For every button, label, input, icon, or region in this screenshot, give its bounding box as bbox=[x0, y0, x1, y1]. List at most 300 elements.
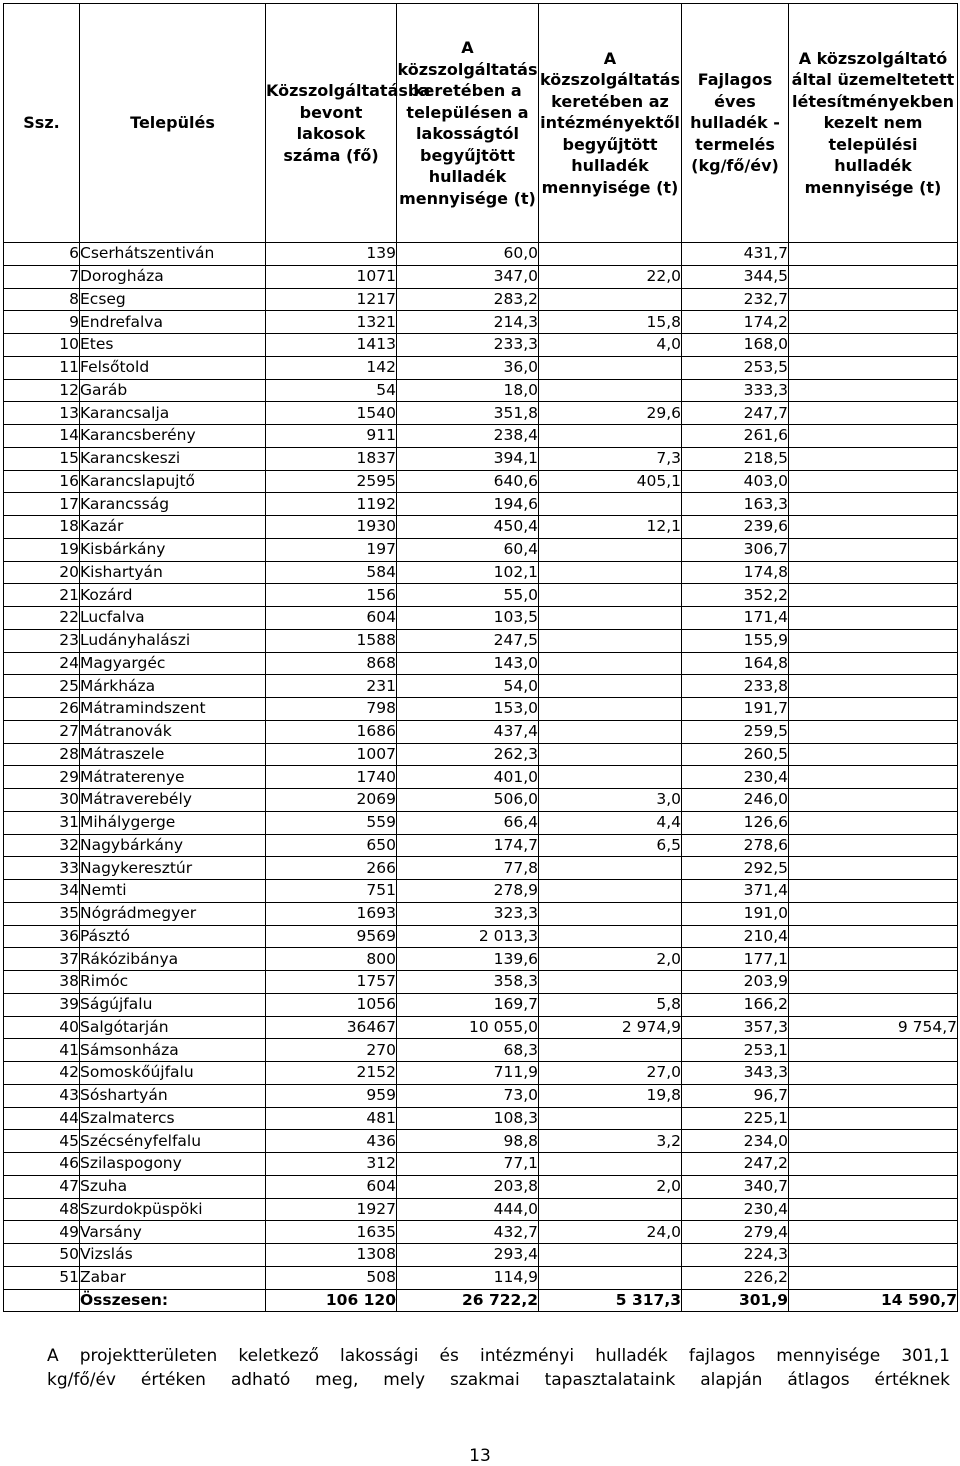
cell-lakosok: 1588 bbox=[266, 629, 397, 652]
cell-kezelt bbox=[789, 425, 958, 448]
cell-fajlagos: 261,6 bbox=[682, 425, 789, 448]
cell-lakosok: 1540 bbox=[266, 402, 397, 425]
table-row bbox=[4, 516, 958, 539]
cell-ssz: 21 bbox=[4, 584, 80, 607]
table-row bbox=[4, 288, 958, 311]
cell-intezmenyektol bbox=[539, 766, 682, 789]
cell-fajlagos: 253,5 bbox=[682, 356, 789, 379]
cell-fajlagos: 247,7 bbox=[682, 402, 789, 425]
cell-lakosok: 270 bbox=[266, 1039, 397, 1062]
cell-kezelt bbox=[789, 766, 958, 789]
total-kezelt: 14 590,7 bbox=[789, 1289, 958, 1312]
cell-telepules: Rákózibánya bbox=[80, 948, 266, 971]
total-label: Összesen: bbox=[80, 1289, 266, 1312]
table-row bbox=[4, 447, 958, 470]
cell-telepules: Szécsényfelfalu bbox=[80, 1130, 266, 1153]
cell-telepules: Márkháza bbox=[80, 675, 266, 698]
cell-telepules: Cserhátszentiván bbox=[80, 243, 266, 266]
table-row bbox=[4, 971, 958, 994]
header-kezelt: A közszolgáltató által üzemeltetett létesítményekben kezelt nem települési hulladék mennyisége (t) bbox=[789, 4, 958, 243]
table-row bbox=[4, 902, 958, 925]
table-row bbox=[4, 948, 958, 971]
cell-telepules: Mihálygerge bbox=[80, 811, 266, 834]
cell-kezelt bbox=[789, 1107, 958, 1130]
cell-lakosok: 559 bbox=[266, 811, 397, 834]
table-row bbox=[4, 243, 958, 266]
cell-kezelt bbox=[789, 675, 958, 698]
cell-lakossagtol: 153,0 bbox=[397, 698, 539, 721]
cell-lakosok: 1635 bbox=[266, 1221, 397, 1244]
cell-fajlagos: 333,3 bbox=[682, 379, 789, 402]
cell-fajlagos: 357,3 bbox=[682, 1016, 789, 1039]
cell-kezelt bbox=[789, 1244, 958, 1267]
cell-telepules: Nemti bbox=[80, 880, 266, 903]
cell-lakossagtol: 401,0 bbox=[397, 766, 539, 789]
cell-ssz: 50 bbox=[4, 1244, 80, 1267]
table-row bbox=[4, 993, 958, 1016]
cell-ssz: 28 bbox=[4, 743, 80, 766]
table-row bbox=[4, 789, 958, 812]
cell-lakosok: 312 bbox=[266, 1153, 397, 1176]
cell-kezelt bbox=[789, 538, 958, 561]
cell-fajlagos: 177,1 bbox=[682, 948, 789, 971]
cell-lakosok: 604 bbox=[266, 607, 397, 630]
cell-intezmenyektol bbox=[539, 379, 682, 402]
total-lakosok: 106 120 bbox=[266, 1289, 397, 1312]
header-lakossagtol: A közszolgáltatás keretében a településen a lakosságtól begyűjtött hulladék mennyisége (t) bbox=[397, 4, 539, 243]
cell-lakossagtol: 450,4 bbox=[397, 516, 539, 539]
cell-lakossagtol: 437,4 bbox=[397, 720, 539, 743]
cell-intezmenyektol bbox=[539, 902, 682, 925]
table-row bbox=[4, 720, 958, 743]
cell-lakossagtol: 114,9 bbox=[397, 1266, 539, 1289]
cell-intezmenyektol bbox=[539, 1266, 682, 1289]
cell-telepules: Szuha bbox=[80, 1175, 266, 1198]
cell-telepules: Nagykeresztúr bbox=[80, 857, 266, 880]
cell-lakossagtol: 194,6 bbox=[397, 493, 539, 516]
cell-telepules: Nógrádmegyer bbox=[80, 902, 266, 925]
cell-telepules: Dorogháza bbox=[80, 265, 266, 288]
cell-ssz: 49 bbox=[4, 1221, 80, 1244]
table-row bbox=[4, 1039, 958, 1062]
cell-intezmenyektol bbox=[539, 538, 682, 561]
cell-fajlagos: 225,1 bbox=[682, 1107, 789, 1130]
table-row bbox=[4, 379, 958, 402]
cell-lakosok: 266 bbox=[266, 857, 397, 880]
cell-fajlagos: 279,4 bbox=[682, 1221, 789, 1244]
cell-kezelt bbox=[789, 811, 958, 834]
cell-ssz: 32 bbox=[4, 834, 80, 857]
cell-lakossagtol: 2 013,3 bbox=[397, 925, 539, 948]
table-row bbox=[4, 538, 958, 561]
cell-fajlagos: 344,5 bbox=[682, 265, 789, 288]
cell-lakossagtol: 77,1 bbox=[397, 1153, 539, 1176]
cell-telepules: Vizslás bbox=[80, 1244, 266, 1267]
cell-fajlagos: 233,8 bbox=[682, 675, 789, 698]
cell-kezelt bbox=[789, 743, 958, 766]
cell-lakossagtol: 247,5 bbox=[397, 629, 539, 652]
cell-intezmenyektol bbox=[539, 1153, 682, 1176]
cell-kezelt bbox=[789, 516, 958, 539]
cell-fajlagos: 352,2 bbox=[682, 584, 789, 607]
table-row bbox=[4, 265, 958, 288]
cell-intezmenyektol bbox=[539, 971, 682, 994]
cell-kezelt bbox=[789, 834, 958, 857]
cell-ssz: 42 bbox=[4, 1062, 80, 1085]
cell-fajlagos: 340,7 bbox=[682, 1175, 789, 1198]
cell-lakosok: 1321 bbox=[266, 311, 397, 334]
table-row bbox=[4, 880, 958, 903]
cell-lakossagtol: 432,7 bbox=[397, 1221, 539, 1244]
paragraph-line-1: A projektterületen keletkező lakossági és intézményi hulladék fajlagos mennyisége 301,1 bbox=[47, 1346, 950, 1366]
cell-lakossagtol: 60,0 bbox=[397, 243, 539, 266]
cell-fajlagos: 253,1 bbox=[682, 1039, 789, 1062]
cell-kezelt bbox=[789, 1221, 958, 1244]
cell-fajlagos: 343,3 bbox=[682, 1062, 789, 1085]
cell-lakossagtol: 444,0 bbox=[397, 1198, 539, 1221]
cell-ssz: 19 bbox=[4, 538, 80, 561]
cell-kezelt bbox=[789, 1062, 958, 1085]
cell-ssz: 14 bbox=[4, 425, 80, 448]
cell-kezelt bbox=[789, 857, 958, 880]
cell-fajlagos: 226,2 bbox=[682, 1266, 789, 1289]
table-row bbox=[4, 743, 958, 766]
cell-lakosok: 231 bbox=[266, 675, 397, 698]
cell-lakosok: 604 bbox=[266, 1175, 397, 1198]
cell-telepules: Karancsalja bbox=[80, 402, 266, 425]
cell-fajlagos: 163,3 bbox=[682, 493, 789, 516]
cell-lakossagtol: 640,6 bbox=[397, 470, 539, 493]
cell-lakosok: 1693 bbox=[266, 902, 397, 925]
table-row bbox=[4, 584, 958, 607]
cell-fajlagos: 306,7 bbox=[682, 538, 789, 561]
cell-lakosok: 508 bbox=[266, 1266, 397, 1289]
cell-kezelt bbox=[789, 311, 958, 334]
cell-lakossagtol: 68,3 bbox=[397, 1039, 539, 1062]
cell-kezelt bbox=[789, 925, 958, 948]
cell-ssz: 38 bbox=[4, 971, 80, 994]
cell-ssz: 18 bbox=[4, 516, 80, 539]
cell-kezelt bbox=[789, 334, 958, 357]
cell-intezmenyektol: 29,6 bbox=[539, 402, 682, 425]
cell-ssz: 29 bbox=[4, 766, 80, 789]
cell-ssz: 51 bbox=[4, 1266, 80, 1289]
cell-telepules: Szurdokpüspöki bbox=[80, 1198, 266, 1221]
cell-ssz: 33 bbox=[4, 857, 80, 880]
total-lakossagtol: 26 722,2 bbox=[397, 1289, 539, 1312]
cell-fajlagos: 168,0 bbox=[682, 334, 789, 357]
cell-ssz: 22 bbox=[4, 607, 80, 630]
cell-lakosok: 911 bbox=[266, 425, 397, 448]
table-row bbox=[4, 425, 958, 448]
cell-lakosok: 1192 bbox=[266, 493, 397, 516]
cell-telepules: Karancsberény bbox=[80, 425, 266, 448]
cell-ssz: 44 bbox=[4, 1107, 80, 1130]
total-row bbox=[4, 1289, 958, 1312]
cell-kezelt bbox=[789, 561, 958, 584]
cell-lakosok: 650 bbox=[266, 834, 397, 857]
table-row bbox=[4, 1244, 958, 1267]
cell-intezmenyektol: 6,5 bbox=[539, 834, 682, 857]
cell-intezmenyektol bbox=[539, 356, 682, 379]
cell-lakossagtol: 262,3 bbox=[397, 743, 539, 766]
table-row bbox=[4, 834, 958, 857]
table-row bbox=[4, 311, 958, 334]
header-intezmenyektol: A közszolgáltatás keretében az intézményektől begyűjtött hulladék mennyisége (t) bbox=[539, 4, 682, 243]
cell-intezmenyektol: 405,1 bbox=[539, 470, 682, 493]
summary-paragraph bbox=[47, 1344, 950, 1392]
cell-fajlagos: 174,2 bbox=[682, 311, 789, 334]
cell-lakossagtol: 233,3 bbox=[397, 334, 539, 357]
cell-kezelt bbox=[789, 1266, 958, 1289]
cell-lakossagtol: 66,4 bbox=[397, 811, 539, 834]
header-lakosok: Közszolgáltatásba bevont lakosok száma (fő) bbox=[266, 4, 397, 243]
cell-telepules: Mátraszele bbox=[80, 743, 266, 766]
cell-lakossagtol: 77,8 bbox=[397, 857, 539, 880]
table-row bbox=[4, 470, 958, 493]
cell-ssz: 34 bbox=[4, 880, 80, 903]
cell-lakossagtol: 214,3 bbox=[397, 311, 539, 334]
cell-telepules: Nagybárkány bbox=[80, 834, 266, 857]
cell-telepules: Kishartyán bbox=[80, 561, 266, 584]
cell-lakosok: 868 bbox=[266, 652, 397, 675]
cell-fajlagos: 234,0 bbox=[682, 1130, 789, 1153]
cell-kezelt bbox=[789, 1084, 958, 1107]
cell-lakosok: 1927 bbox=[266, 1198, 397, 1221]
cell-lakosok: 54 bbox=[266, 379, 397, 402]
table-row bbox=[4, 629, 958, 652]
cell-fajlagos: 246,0 bbox=[682, 789, 789, 812]
cell-intezmenyektol bbox=[539, 857, 682, 880]
table-row bbox=[4, 561, 958, 584]
cell-telepules: Ságújfalu bbox=[80, 993, 266, 1016]
table-row bbox=[4, 402, 958, 425]
cell-lakossagtol: 347,0 bbox=[397, 265, 539, 288]
cell-ssz: 8 bbox=[4, 288, 80, 311]
cell-lakossagtol: 394,1 bbox=[397, 447, 539, 470]
table-row bbox=[4, 675, 958, 698]
cell-kezelt bbox=[789, 493, 958, 516]
cell-kezelt bbox=[789, 880, 958, 903]
table-row bbox=[4, 607, 958, 630]
cell-intezmenyektol bbox=[539, 493, 682, 516]
cell-fajlagos: 260,5 bbox=[682, 743, 789, 766]
cell-kezelt bbox=[789, 902, 958, 925]
cell-telepules: Somoskőújfalu bbox=[80, 1062, 266, 1085]
cell-lakossagtol: 36,0 bbox=[397, 356, 539, 379]
cell-lakossagtol: 711,9 bbox=[397, 1062, 539, 1085]
cell-ssz: 40 bbox=[4, 1016, 80, 1039]
cell-kezelt bbox=[789, 379, 958, 402]
cell-fajlagos: 224,3 bbox=[682, 1244, 789, 1267]
cell-kezelt bbox=[789, 607, 958, 630]
cell-kezelt bbox=[789, 356, 958, 379]
table-row bbox=[4, 1016, 958, 1039]
cell-ssz: 39 bbox=[4, 993, 80, 1016]
cell-kezelt: 9 754,7 bbox=[789, 1016, 958, 1039]
cell-fajlagos: 126,6 bbox=[682, 811, 789, 834]
header-fajlagos: Fajlagos éves hulladék - termelés (kg/fő/év) bbox=[682, 4, 789, 243]
cell-telepules: Kozárd bbox=[80, 584, 266, 607]
cell-ssz: 47 bbox=[4, 1175, 80, 1198]
cell-kezelt bbox=[789, 243, 958, 266]
cell-intezmenyektol bbox=[539, 1198, 682, 1221]
table-row bbox=[4, 925, 958, 948]
cell-kezelt bbox=[789, 720, 958, 743]
cell-lakosok: 1056 bbox=[266, 993, 397, 1016]
table-row bbox=[4, 1062, 958, 1085]
cell-fajlagos: 247,2 bbox=[682, 1153, 789, 1176]
cell-lakosok: 2595 bbox=[266, 470, 397, 493]
cell-ssz: 46 bbox=[4, 1153, 80, 1176]
cell-ssz: 13 bbox=[4, 402, 80, 425]
total-intezmenyektol: 5 317,3 bbox=[539, 1289, 682, 1312]
cell-intezmenyektol: 3,0 bbox=[539, 789, 682, 812]
cell-telepules: Kisbárkány bbox=[80, 538, 266, 561]
cell-lakosok: 800 bbox=[266, 948, 397, 971]
cell-telepules: Mátraterenye bbox=[80, 766, 266, 789]
cell-telepules: Kazár bbox=[80, 516, 266, 539]
cell-kezelt bbox=[789, 652, 958, 675]
cell-ssz: 12 bbox=[4, 379, 80, 402]
header-telepules: Település bbox=[80, 4, 266, 243]
cell-ssz: 26 bbox=[4, 698, 80, 721]
cell-lakossagtol: 10 055,0 bbox=[397, 1016, 539, 1039]
cell-intezmenyektol bbox=[539, 1244, 682, 1267]
cell-lakosok: 751 bbox=[266, 880, 397, 903]
cell-ssz: 36 bbox=[4, 925, 80, 948]
cell-intezmenyektol: 2,0 bbox=[539, 1175, 682, 1198]
cell-fajlagos: 218,5 bbox=[682, 447, 789, 470]
total-fajlagos: 301,9 bbox=[682, 1289, 789, 1312]
cell-fajlagos: 403,0 bbox=[682, 470, 789, 493]
cell-lakosok: 2152 bbox=[266, 1062, 397, 1085]
cell-kezelt bbox=[789, 1198, 958, 1221]
cell-intezmenyektol bbox=[539, 629, 682, 652]
cell-intezmenyektol: 4,4 bbox=[539, 811, 682, 834]
table-row bbox=[4, 1084, 958, 1107]
cell-lakossagtol: 278,9 bbox=[397, 880, 539, 903]
cell-lakossagtol: 293,4 bbox=[397, 1244, 539, 1267]
cell-ssz: 9 bbox=[4, 311, 80, 334]
cell-lakossagtol: 351,8 bbox=[397, 402, 539, 425]
cell-lakosok: 436 bbox=[266, 1130, 397, 1153]
cell-intezmenyektol: 7,3 bbox=[539, 447, 682, 470]
cell-fajlagos: 292,5 bbox=[682, 857, 789, 880]
cell-fajlagos: 371,4 bbox=[682, 880, 789, 903]
waste-data-table bbox=[3, 3, 958, 1312]
table-row bbox=[4, 1198, 958, 1221]
table-row bbox=[4, 811, 958, 834]
cell-lakosok: 1686 bbox=[266, 720, 397, 743]
cell-telepules: Garáb bbox=[80, 379, 266, 402]
cell-telepules: Ecseg bbox=[80, 288, 266, 311]
cell-telepules: Zabar bbox=[80, 1266, 266, 1289]
cell-intezmenyektol bbox=[539, 425, 682, 448]
table-row bbox=[4, 652, 958, 675]
cell-ssz: 17 bbox=[4, 493, 80, 516]
header-ssz: Ssz. bbox=[4, 4, 80, 243]
cell-lakosok: 959 bbox=[266, 1084, 397, 1107]
cell-intezmenyektol bbox=[539, 1107, 682, 1130]
cell-fajlagos: 171,4 bbox=[682, 607, 789, 630]
cell-lakossagtol: 143,0 bbox=[397, 652, 539, 675]
cell-kezelt bbox=[789, 447, 958, 470]
table-row bbox=[4, 1266, 958, 1289]
cell-ssz: 41 bbox=[4, 1039, 80, 1062]
cell-ssz: 35 bbox=[4, 902, 80, 925]
cell-intezmenyektol: 27,0 bbox=[539, 1062, 682, 1085]
cell-telepules: Mátramindszent bbox=[80, 698, 266, 721]
cell-lakosok: 9569 bbox=[266, 925, 397, 948]
cell-fajlagos: 232,7 bbox=[682, 288, 789, 311]
cell-lakossagtol: 103,5 bbox=[397, 607, 539, 630]
cell-kezelt bbox=[789, 948, 958, 971]
cell-ssz: 27 bbox=[4, 720, 80, 743]
cell-telepules: Karancskeszi bbox=[80, 447, 266, 470]
cell-ssz: 30 bbox=[4, 789, 80, 812]
table-row bbox=[4, 1221, 958, 1244]
table-row bbox=[4, 857, 958, 880]
cell-intezmenyektol bbox=[539, 720, 682, 743]
cell-ssz: 7 bbox=[4, 265, 80, 288]
cell-telepules: Szalmatercs bbox=[80, 1107, 266, 1130]
cell-telepules: Karancslapujtő bbox=[80, 470, 266, 493]
cell-lakossagtol: 108,3 bbox=[397, 1107, 539, 1130]
cell-ssz: 15 bbox=[4, 447, 80, 470]
cell-kezelt bbox=[789, 629, 958, 652]
cell-intezmenyektol bbox=[539, 243, 682, 266]
cell-fajlagos: 166,2 bbox=[682, 993, 789, 1016]
paragraph-line-2: kg/fő/év értéken adható meg, mely szakmai tapasztalataink alapján átlagos értéknek bbox=[47, 1370, 950, 1390]
cell-lakosok: 197 bbox=[266, 538, 397, 561]
table-row bbox=[4, 493, 958, 516]
table-row bbox=[4, 356, 958, 379]
cell-lakosok: 2069 bbox=[266, 789, 397, 812]
cell-telepules: Sámsonháza bbox=[80, 1039, 266, 1062]
cell-lakossagtol: 102,1 bbox=[397, 561, 539, 584]
table-row bbox=[4, 1107, 958, 1130]
cell-telepules: Felsőtold bbox=[80, 356, 266, 379]
cell-ssz: 16 bbox=[4, 470, 80, 493]
cell-lakosok: 1308 bbox=[266, 1244, 397, 1267]
cell-kezelt bbox=[789, 1039, 958, 1062]
cell-kezelt bbox=[789, 402, 958, 425]
cell-telepules: Varsány bbox=[80, 1221, 266, 1244]
cell-lakosok: 1757 bbox=[266, 971, 397, 994]
cell-lakossagtol: 73,0 bbox=[397, 1084, 539, 1107]
page-number: 13 bbox=[469, 1446, 491, 1466]
cell-telepules: Pásztó bbox=[80, 925, 266, 948]
cell-fajlagos: 203,9 bbox=[682, 971, 789, 994]
table-header-row bbox=[4, 4, 958, 243]
cell-lakossagtol: 323,3 bbox=[397, 902, 539, 925]
cell-fajlagos: 259,5 bbox=[682, 720, 789, 743]
cell-ssz: 25 bbox=[4, 675, 80, 698]
cell-ssz: 24 bbox=[4, 652, 80, 675]
cell-fajlagos: 174,8 bbox=[682, 561, 789, 584]
cell-kezelt bbox=[789, 1175, 958, 1198]
cell-ssz: 48 bbox=[4, 1198, 80, 1221]
cell-fajlagos: 230,4 bbox=[682, 1198, 789, 1221]
cell-telepules: Lucfalva bbox=[80, 607, 266, 630]
cell-telepules: Mátraverebély bbox=[80, 789, 266, 812]
cell-intezmenyektol bbox=[539, 607, 682, 630]
cell-ssz: 10 bbox=[4, 334, 80, 357]
cell-telepules: Salgótarján bbox=[80, 1016, 266, 1039]
cell-telepules: Etes bbox=[80, 334, 266, 357]
cell-fajlagos: 230,4 bbox=[682, 766, 789, 789]
